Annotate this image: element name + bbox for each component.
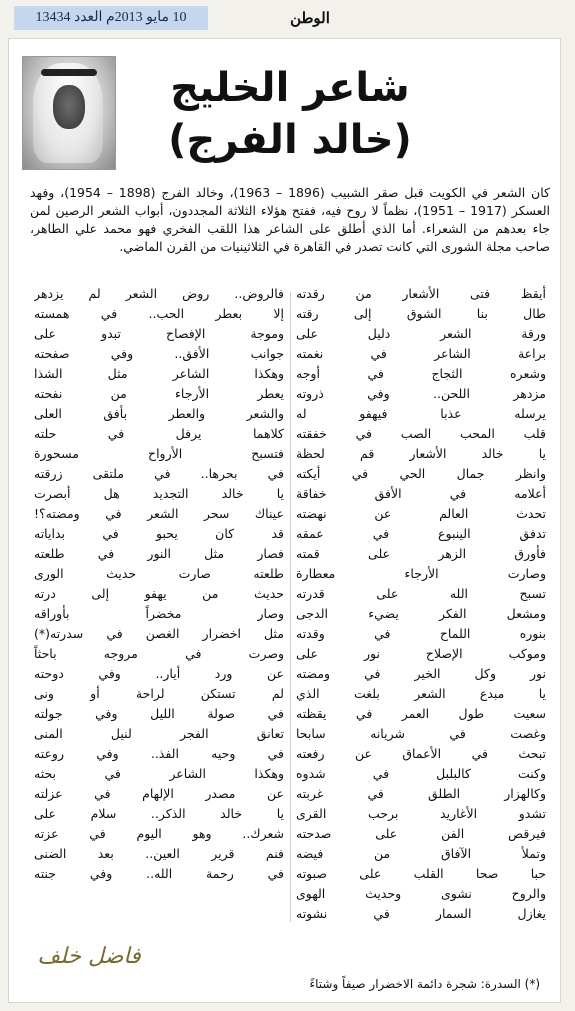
poem-line: إلا بعطر الحب.. في همسته — [34, 306, 284, 321]
poem-line: يعطر الأرجاء من نفحته — [34, 386, 284, 401]
poem-line: تدفق الينبوع في عمقه — [296, 526, 546, 541]
portrait-face — [53, 85, 85, 129]
poem-line: وكالهزار الطلق في غربته — [296, 786, 546, 801]
column-divider — [290, 292, 291, 922]
poem-line: في رحمة الله.. وفي جنته — [34, 866, 284, 881]
poem-line: والروح نشوى وحديث الهوى — [296, 886, 546, 901]
poem-line: حبا صحا القلب على صبوته — [296, 866, 546, 881]
poem-line: وهكذا الشاعر مثل الشذا — [34, 366, 284, 381]
issue-date: 10 مايو 2013م العدد 13434 — [14, 6, 208, 30]
poem-line: فصار مثل النور في طلعته — [34, 546, 284, 561]
poem-line: يا خالد الأشعار قم لحظة — [296, 446, 546, 461]
poem-line: في صولة الليل وفي جولته — [34, 706, 284, 721]
poem-line: ومشعل الفكر يضيء الدجى — [296, 606, 546, 621]
poem-line: وغصت في شريانه سابحا — [296, 726, 546, 741]
poem-line: حديث من يهفو إلى درته — [34, 586, 284, 601]
title-line-2: (خالد الفرج) — [168, 117, 412, 163]
poem-column-left — [34, 284, 284, 884]
poem-line: قد كان يحبو في بداياته — [34, 526, 284, 541]
poem-line: وصارت الأرجاء معطارة — [296, 566, 546, 581]
poem-line: في بحرها.. في ملتقى زرقته — [34, 466, 284, 481]
poem-line: تعانق الفجر لنيل المنى — [34, 726, 284, 741]
poem-line: ورقة الشعر دليل على — [296, 326, 546, 341]
poem-line: فالروض.. روض الشعر لم يزدهر — [34, 286, 284, 301]
poem-line: نور وكل الخير في ومضته — [296, 666, 546, 681]
poem-line: كلاهما يرفل في حلته — [34, 426, 284, 441]
poem-line: سعيت طول العمر في يقظته — [296, 706, 546, 721]
poem-line: تحدث العالم عن نهضته — [296, 506, 546, 521]
poem-line: يا مبدع الشعر بلغت الذي — [296, 686, 546, 701]
poem-column-right — [296, 284, 546, 924]
poem-line: وصار مخضراً بأوراقه — [34, 606, 284, 621]
poem-line: عن مصدر الإلهام في عزلته — [34, 786, 284, 801]
poem-line: طلعته صارت حديث الورى — [34, 566, 284, 581]
poem-line: جوانب الأفق.. وفي صفحته — [34, 346, 284, 361]
poem-line: لم تستكن لراحة أو ونى — [34, 686, 284, 701]
poem-line: فيرقص الفن على صدحته — [296, 826, 546, 841]
poem-line: فتسبح الأرواح مسحورة — [34, 446, 284, 461]
title-line-1: شاعر الخليج — [170, 65, 410, 111]
poem-line: يا خالد الذكر.. سلام على — [34, 806, 284, 821]
poem-line: وهكذا الشاعر في بحثه — [34, 766, 284, 781]
poem-line: فأورق الزهر على قمته — [296, 546, 546, 561]
article-title — [150, 62, 430, 166]
poem-line: شعرك.. وهو اليوم في عزته — [34, 826, 284, 841]
poem-line: يرسله عذبا فيهفو له — [296, 406, 546, 421]
poem-line: وشعره الثجاج في أوجه — [296, 366, 546, 381]
poem-line: عن ورد أيار.. وفي دوحته — [34, 666, 284, 681]
portrait-agal — [41, 69, 97, 76]
poem-line: وكنت كالبلبل في شدوه — [296, 766, 546, 781]
poem-line: وانظر جمال الحي في أيكته — [296, 466, 546, 481]
poem-line: تبحث في الأعماق عن رفعته — [296, 746, 546, 761]
poem-line: طال بنا الشوق إلى رقته — [296, 306, 546, 321]
poem-line: يغازل السمار في نشوته — [296, 906, 546, 921]
poem-line: وتملأ الآفاق من فيضه — [296, 846, 546, 861]
poem-line: مثل اخضرار الغصن في سدرته(*) — [34, 626, 284, 641]
poem-line: يا خالد التجديد هل أبصرت — [34, 486, 284, 501]
poem-line: وموكب الإصلاح نور على — [296, 646, 546, 661]
poem-line: وموجة الإفصاح تبدو على — [34, 326, 284, 341]
footnote: (*) السدرة: شجرة دائمة الاخضرار صيفاً وشتاءً — [309, 977, 540, 991]
poem-line: تسبح الله على قدرته — [296, 586, 546, 601]
poem-line: براعة الشاعر في نغمته — [296, 346, 546, 361]
poem-line: في وحيه الفذ.. وفي روعته — [34, 746, 284, 761]
poem-line: بنوره اللماح في وقدته — [296, 626, 546, 641]
poem-line: والشعر والعطر بأفق العلى — [34, 406, 284, 421]
poem-line: قلب المحب الصب في خفقته — [296, 426, 546, 441]
author-signature: فاضل خلف — [37, 944, 141, 969]
newspaper-masthead: الوطن — [290, 9, 330, 27]
poem-line: وصرت في مروجه باحثاً — [34, 646, 284, 661]
article-intro: كان الشعر في الكويت قبل صقر الشبيب (1896 – 1963)، وخالد الفرج (1898 – 1954)، وفهد العسكر (1917 – 1951)، نظماً لا روح فيه، ففتح هؤلاء الثلاثة المجددون، أبواب الشعر الرصين لمن جاء بعدهم من الشعراء. أما الذي أطلق على الشاعر هذا اللقب الفخري فهو محمد علي الطاهر، صاحب مجلة الشورى التي كانت تصدر في القاهرة في الثلاثينيات من القرن الماضي. — [30, 185, 550, 254]
poem-line: مزدهر اللحن.. وفي ذروته — [296, 386, 546, 401]
poem-line: أيقظ فتى الأشعار من رقدته — [296, 286, 546, 301]
poem-line: فنم قرير العين.. بعد الضنى — [34, 846, 284, 861]
poem-line: تشدو الأغاريد برحب القرى — [296, 806, 546, 821]
top-bar — [0, 0, 575, 38]
poem-line: أعلامه في الأفق خفاقة — [296, 486, 546, 501]
poem-line: عيناك سحر الشعر في ومضته؟! — [34, 506, 284, 521]
poet-portrait — [22, 56, 116, 170]
